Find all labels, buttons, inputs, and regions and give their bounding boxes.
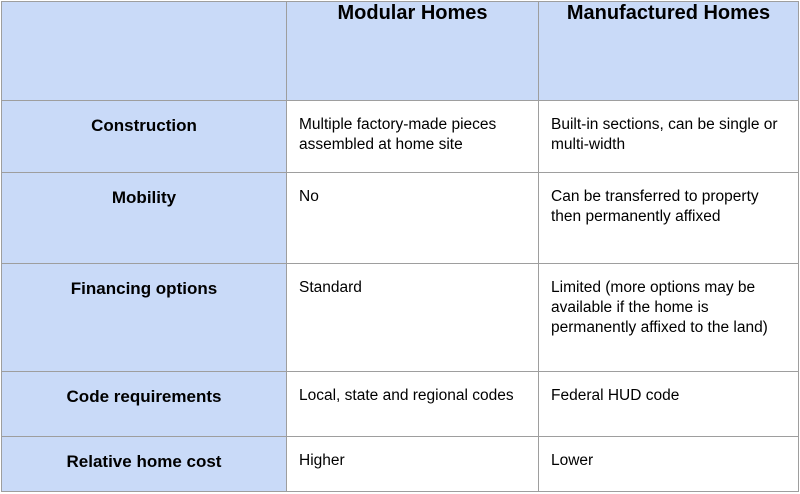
row-label-financing-options: Financing options	[2, 264, 287, 372]
cell-construction-modular: Multiple factory-made pieces assembled at home site	[287, 101, 539, 173]
cell-code-modular: Local, state and regional codes	[287, 372, 539, 437]
table-row-relative-home-cost	[2, 437, 799, 492]
cell-cost-manufactured: Lower	[539, 437, 799, 492]
row-label-relative-home-cost: Relative home cost	[2, 437, 287, 492]
cell-cost-modular: Higher	[287, 437, 539, 492]
cell-financing-modular: Standard	[287, 264, 539, 372]
cell-financing-manufactured: Limited (more options may be available if the home is permanently affixed to the land)	[539, 264, 799, 372]
corner-cell	[2, 2, 287, 101]
comparison-table	[1, 1, 799, 492]
column-header-manufactured-homes: Manufactured Homes	[539, 2, 799, 101]
row-label-code-requirements: Code requirements	[2, 372, 287, 437]
row-label-construction: Construction	[2, 101, 287, 173]
row-label-mobility: Mobility	[2, 173, 287, 264]
cell-code-manufactured: Federal HUD code	[539, 372, 799, 437]
table-row-mobility	[2, 173, 799, 264]
table-row-financing-options	[2, 264, 799, 372]
header-row	[2, 2, 799, 101]
cell-mobility-modular: No	[287, 173, 539, 264]
column-header-modular-homes: Modular Homes	[287, 2, 539, 101]
cell-mobility-manufactured: Can be transferred to property then permanently affixed	[539, 173, 799, 264]
cell-construction-manufactured: Built-in sections, can be single or multi-width	[539, 101, 799, 173]
table-row-construction	[2, 101, 799, 173]
table-row-code-requirements	[2, 372, 799, 437]
